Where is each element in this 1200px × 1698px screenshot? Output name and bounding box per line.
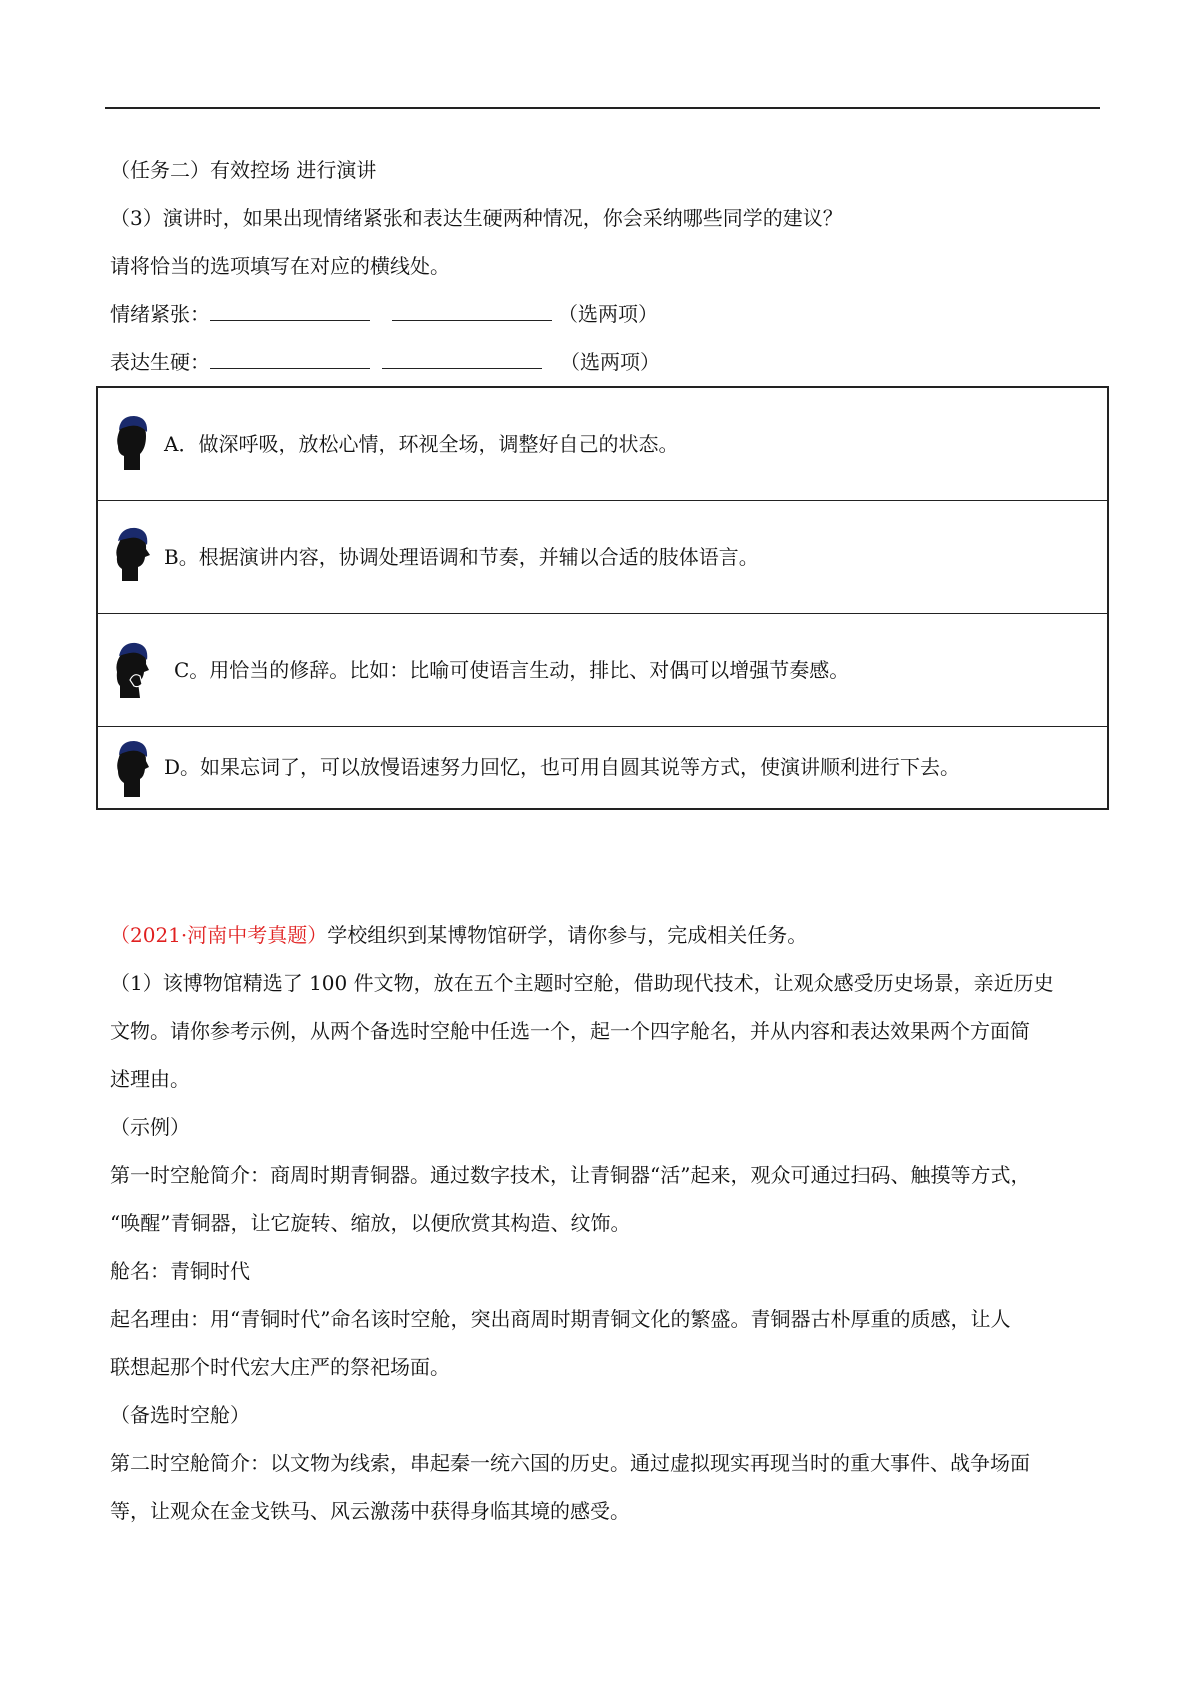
candidate-line-1: 第二时空舱简介：以文物为线索，串起秦一统六国的历史。通过虚拟现实再现当时的重大事件、战争场面 — [110, 1451, 1030, 1475]
option-a-text: A．做深呼吸，放松心情，环视全场，调整好自己的状态。 — [164, 432, 679, 456]
q1-line-3: 述理由。 — [110, 1067, 190, 1091]
source-tag: （2021·河南中考真题） — [110, 923, 328, 947]
example-reason-line-2: 联想起那个时代宏大庄严的祭祀场面。 — [110, 1355, 450, 1379]
task2-heading: （任务二）有效控场 进行演讲 — [110, 158, 377, 182]
option-b-text: B。根据演讲内容，协调处理语调和节奏，并辅以合适的肢体语言。 — [164, 545, 759, 569]
example-name: 舱名：青铜时代 — [110, 1259, 250, 1283]
example-label: （示例） — [110, 1115, 190, 1139]
header-rule — [105, 107, 1100, 109]
person-silhouette-icon — [110, 521, 154, 587]
person-silhouette-icon — [110, 410, 154, 476]
stiff-blank-2[interactable] — [382, 350, 542, 369]
stiff-note: （选两项） — [560, 350, 660, 374]
option-c-text: C。用恰当的修辞。比如：比喻可使语言生动，排比、对偶可以增强节奏感。 — [174, 658, 850, 682]
example-intro-line-1: 第一时空舱简介：商周时期青铜器。通过数字技术，让青铜器“活”起来，观众可通过扫码、触摸等方式， — [110, 1163, 1031, 1187]
option-row-c — [98, 614, 1107, 727]
nervous-blank-2[interactable] — [392, 302, 552, 321]
option-d-text: D。如果忘词了，可以放慢语速努力回忆，也可用自圆其说等方式，使演讲顺利进行下去。 — [164, 755, 961, 779]
nervous-answer-row — [110, 301, 658, 327]
q1-line-2: 文物。请你参考示例，从两个备选时空舱中任选一个，起一个四字舱名，并从内容和表达效果两个方面简 — [110, 1019, 1030, 1043]
person-silhouette-icon — [110, 735, 154, 801]
nervous-label: 情绪紧张： — [110, 302, 210, 326]
nervous-note: （选两项） — [558, 302, 658, 326]
option-row-a — [98, 388, 1107, 501]
section2-intro: 学校组织到某博物馆研学，请你参与，完成相关任务。 — [327, 923, 808, 947]
stiff-blank-1[interactable] — [210, 350, 370, 369]
nervous-blank-1[interactable] — [210, 302, 370, 321]
candidate-line-2: 等，让观众在金戈铁马、风云激荡中获得身临其境的感受。 — [110, 1499, 630, 1523]
options-table — [96, 386, 1109, 810]
stiff-label: 表达生硬： — [110, 350, 210, 374]
candidate-label: （备选时空舱） — [110, 1403, 250, 1427]
stiff-answer-row — [110, 349, 660, 375]
option-row-b — [98, 501, 1107, 614]
section2-header — [110, 922, 807, 948]
option-row-d — [98, 727, 1107, 808]
question-3: （3）演讲时，如果出现情绪紧张和表达生硬两种情况，你会采纳哪些同学的建议？ — [110, 206, 843, 230]
instruction: 请将恰当的选项填写在对应的横线处。 — [110, 254, 450, 278]
example-intro-line-2: “唤醒”青铜器，让它旋转、缩放，以便欣赏其构造、纹饰。 — [110, 1211, 631, 1235]
q1-line-1: （1）该博物馆精选了 100 件文物，放在五个主题时空舱，借助现代技术，让观众感受历史场景，亲近历史 — [110, 971, 1054, 995]
example-reason-line-1: 起名理由：用“青铜时代”命名该时空舱，突出商周时期青铜文化的繁盛。青铜器古朴厚重的质感，让人 — [110, 1307, 1011, 1331]
thinking-person-silhouette-icon — [110, 636, 154, 702]
